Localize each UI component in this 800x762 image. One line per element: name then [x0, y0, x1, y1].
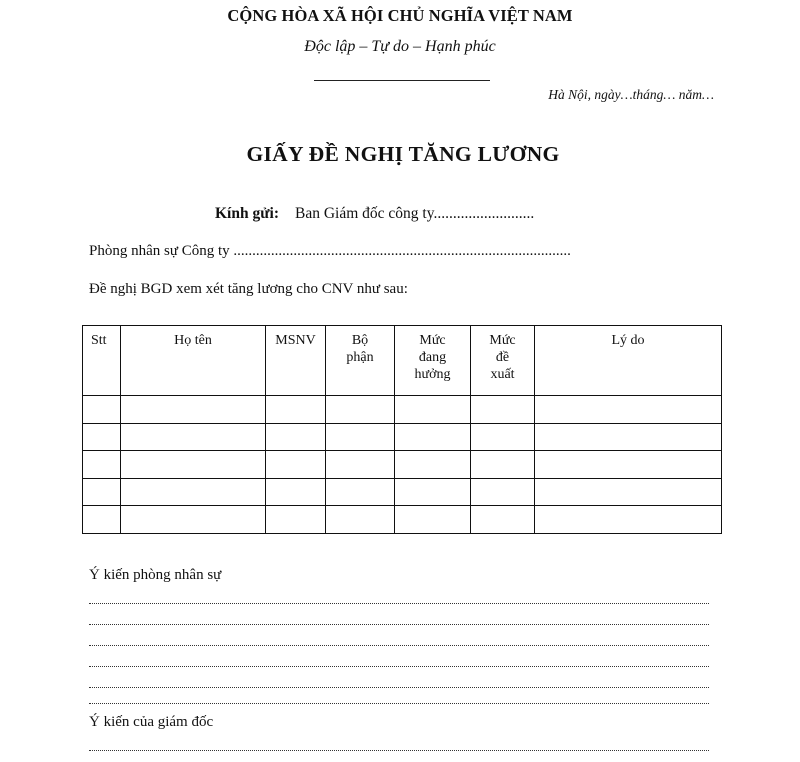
hr-department-line: Phòng nhân sự Công ty ..........................................................................................	[89, 243, 571, 259]
motto-underline	[314, 80, 490, 81]
table-row	[83, 451, 722, 479]
cell-department[interactable]	[326, 478, 395, 506]
cell-proposed-level[interactable]	[471, 423, 535, 451]
table-row	[83, 396, 722, 424]
cell-stt[interactable]	[83, 506, 121, 534]
cell-department[interactable]	[326, 506, 395, 534]
cell-reason[interactable]	[535, 396, 722, 424]
place-date: Hà Nội, ngày…tháng… năm…	[548, 87, 714, 102]
header-name: Họ tên	[121, 326, 266, 396]
cell-proposed-level[interactable]	[471, 506, 535, 534]
cell-msnv[interactable]	[266, 423, 326, 451]
cell-proposed-level[interactable]	[471, 396, 535, 424]
recipient-label: Kính gửi:	[215, 205, 279, 222]
cell-msnv[interactable]	[266, 506, 326, 534]
cell-current-level[interactable]	[395, 478, 471, 506]
cell-name[interactable]	[121, 423, 266, 451]
header-msnv: MSNV	[266, 326, 326, 396]
cell-reason[interactable]	[535, 478, 722, 506]
table-header-row	[83, 326, 722, 396]
cell-current-level[interactable]	[395, 396, 471, 424]
request-line: Đề nghị BGD xem xét tăng lương cho CNV như sau:	[89, 281, 408, 297]
salary-proposal-table	[82, 325, 722, 534]
cell-stt[interactable]	[83, 423, 121, 451]
header-current-level	[395, 326, 471, 396]
director-opinion-dotted-line[interactable]	[89, 750, 709, 751]
header-reason: Lý do	[535, 326, 722, 396]
cell-msnv[interactable]	[266, 396, 326, 424]
director-opinion-label: Ý kiến của giám đốc	[89, 714, 214, 730]
cell-name[interactable]	[121, 396, 266, 424]
cell-department[interactable]	[326, 396, 395, 424]
header-proposed-level	[471, 326, 535, 396]
cell-department[interactable]	[326, 451, 395, 479]
hr-opinion-dotted-line[interactable]	[89, 703, 709, 704]
recipient-value: Ban Giám đốc công ty..........................	[295, 205, 535, 222]
header-proposed-level-label: Mức đề xuất	[489, 333, 516, 382]
nation-name: CỘNG HÒA XÃ HỘI CHỦ NGHĨA VIỆT NAM	[227, 6, 573, 25]
cell-current-level[interactable]	[395, 423, 471, 451]
cell-msnv[interactable]	[266, 478, 326, 506]
header-stt: Stt	[83, 326, 121, 396]
recipient-line	[215, 205, 534, 223]
cell-proposed-level[interactable]	[471, 451, 535, 479]
table-row	[83, 478, 722, 506]
cell-msnv[interactable]	[266, 451, 326, 479]
hr-opinion-dotted-line[interactable]	[89, 624, 709, 625]
cell-stt[interactable]	[83, 451, 121, 479]
cell-stt[interactable]	[83, 478, 121, 506]
table-row	[83, 423, 722, 451]
cell-proposed-level[interactable]	[471, 478, 535, 506]
hr-opinion-dotted-line[interactable]	[89, 645, 709, 646]
cell-department[interactable]	[326, 423, 395, 451]
document-title: GIẤY ĐỀ NGHỊ TĂNG LƯƠNG	[246, 142, 560, 166]
cell-stt[interactable]	[83, 396, 121, 424]
cell-reason[interactable]	[535, 506, 722, 534]
hr-opinion-label: Ý kiến phòng nhân sự	[89, 567, 222, 583]
hr-opinion-dotted-line[interactable]	[89, 666, 709, 667]
cell-current-level[interactable]	[395, 506, 471, 534]
national-motto: Độc lập – Tự do – Hạnh phúc	[304, 38, 496, 55]
table-row	[83, 506, 722, 534]
header-department	[326, 326, 395, 396]
cell-name[interactable]	[121, 451, 266, 479]
cell-reason[interactable]	[535, 451, 722, 479]
cell-reason[interactable]	[535, 423, 722, 451]
hr-opinion-dotted-line[interactable]	[89, 687, 709, 688]
cell-name[interactable]	[121, 506, 266, 534]
header-department-label: Bộ phận	[346, 333, 374, 365]
hr-opinion-dotted-line[interactable]	[89, 603, 709, 604]
header-current-level-label: Mức đang hưởng	[414, 333, 451, 382]
cell-name[interactable]	[121, 478, 266, 506]
cell-current-level[interactable]	[395, 451, 471, 479]
